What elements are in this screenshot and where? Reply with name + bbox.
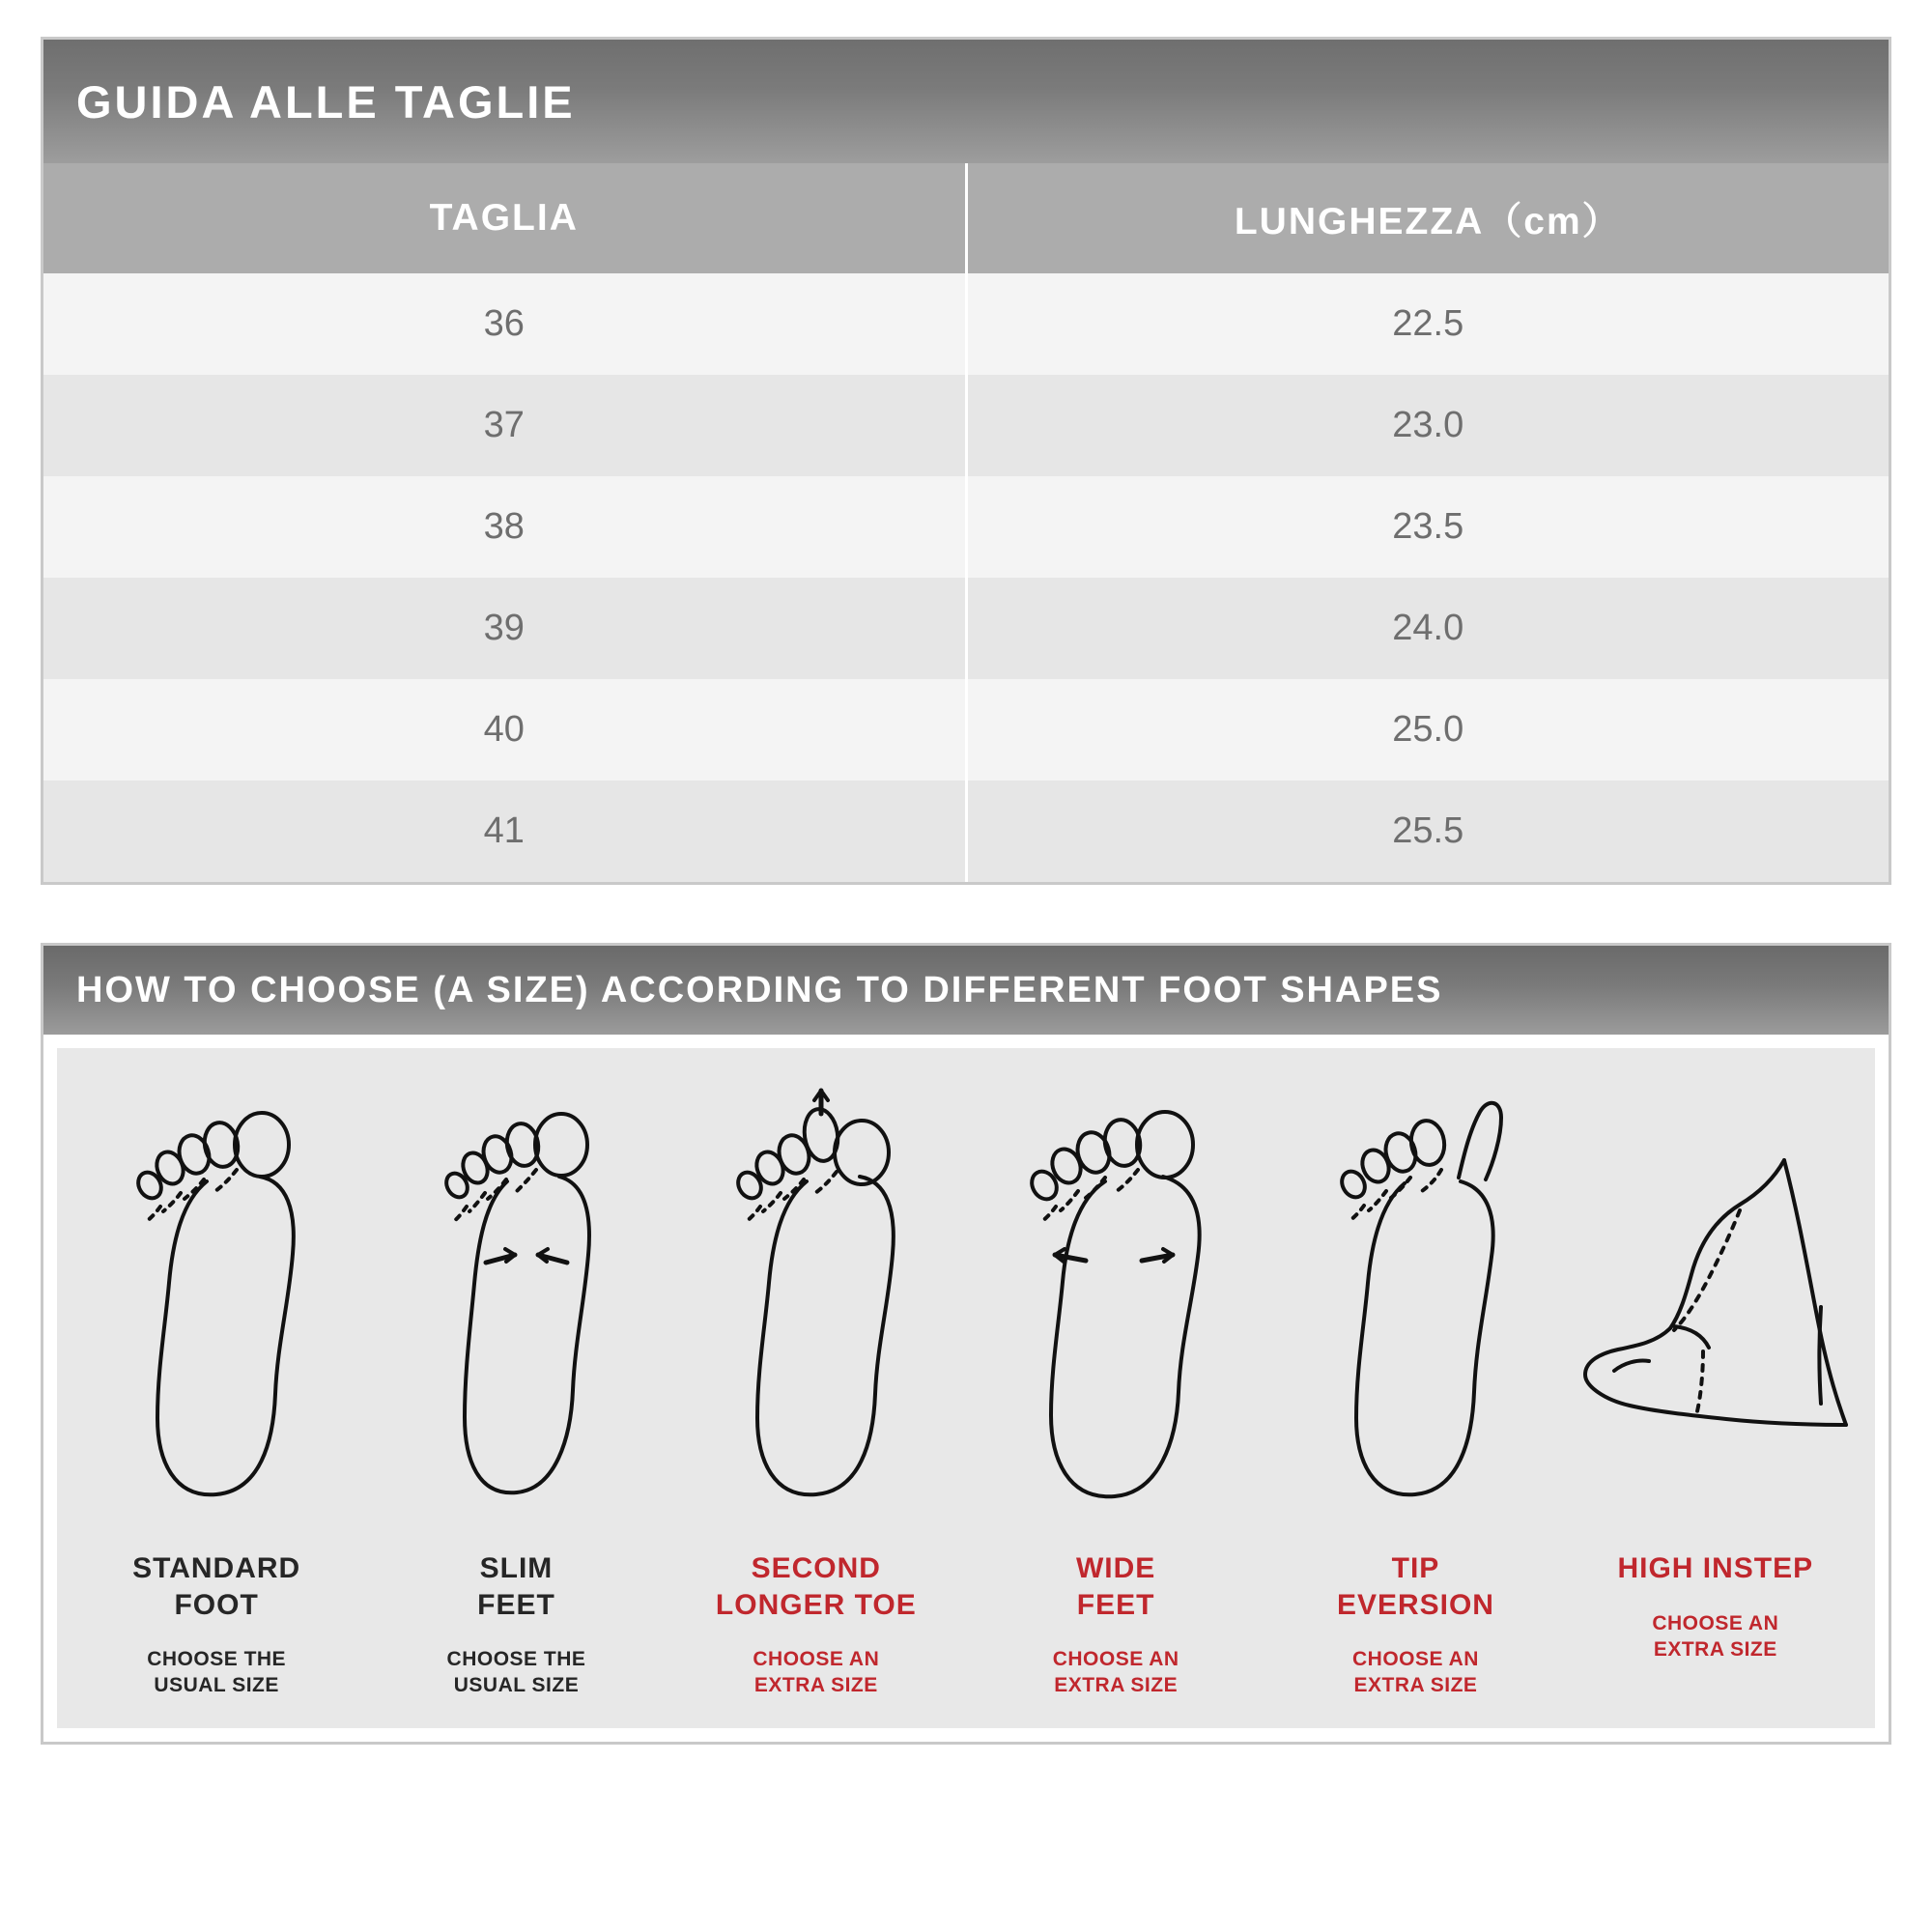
foot-shape-note bbox=[753, 1646, 879, 1699]
label-line-1: WIDE bbox=[1075, 1552, 1156, 1584]
foot-shape-high-instep bbox=[1572, 1075, 1860, 1662]
foot-shape-tip-eversion bbox=[1272, 1075, 1560, 1699]
cell-length: 22.5 bbox=[966, 273, 1889, 375]
note-line-1: CHOOSE AN bbox=[753, 1648, 880, 1670]
foot-shape-slim bbox=[373, 1075, 661, 1699]
cell-length: 25.5 bbox=[966, 781, 1889, 882]
cell-length: 25.0 bbox=[966, 679, 1889, 781]
label-line-1: TIP bbox=[1391, 1552, 1440, 1584]
label-line-1: HIGH INSTEP bbox=[1617, 1552, 1814, 1584]
cell-size: 36 bbox=[43, 273, 966, 375]
note-line-2: EXTRA SIZE bbox=[1054, 1674, 1179, 1697]
label-line-1: SECOND bbox=[751, 1552, 881, 1584]
note-line-2: USUAL SIZE bbox=[453, 1674, 580, 1697]
size-guide-header bbox=[43, 40, 1889, 163]
note-line-2: EXTRA SIZE bbox=[753, 1674, 878, 1697]
wide-feet-icon bbox=[1014, 1075, 1217, 1529]
cell-length: 23.5 bbox=[966, 476, 1889, 578]
foot-shape-label bbox=[132, 1550, 300, 1623]
cell-size: 40 bbox=[43, 679, 966, 781]
cell-length: 24.0 bbox=[966, 578, 1889, 679]
slim-feet-icon bbox=[414, 1075, 617, 1529]
page-title: GUIDA ALLE TAGLIE bbox=[76, 75, 576, 128]
foot-shape-note bbox=[1652, 1610, 1778, 1663]
column-header-size: TAGLIA bbox=[43, 163, 966, 273]
note-line-1: CHOOSE AN bbox=[1352, 1648, 1479, 1670]
table-row bbox=[43, 781, 1889, 882]
foot-shape-label bbox=[1076, 1550, 1155, 1623]
note-line-1: CHOOSE AN bbox=[1052, 1648, 1179, 1670]
note-line-2: EXTRA SIZE bbox=[1353, 1674, 1478, 1697]
table-row bbox=[43, 273, 1889, 375]
cell-size: 38 bbox=[43, 476, 966, 578]
panel-spacer bbox=[41, 885, 1891, 943]
foot-shape-label bbox=[716, 1550, 917, 1623]
cell-size: 39 bbox=[43, 578, 966, 679]
note-line-2: USUAL SIZE bbox=[154, 1674, 279, 1697]
label-line-2: EVERSION bbox=[1336, 1588, 1494, 1621]
cell-size: 41 bbox=[43, 781, 966, 882]
second-longer-toe-icon bbox=[715, 1075, 918, 1529]
foot-shape-label bbox=[1617, 1550, 1813, 1587]
high-instep-icon bbox=[1556, 1075, 1875, 1529]
table-row bbox=[43, 578, 1889, 679]
foot-shapes-body bbox=[57, 1048, 1875, 1728]
foot-shapes-title: HOW TO CHOOSE (A SIZE) ACCORDING TO DIFFERENT FOOT SHAPES bbox=[76, 969, 1443, 1010]
label-line-2: LONGER TOE bbox=[715, 1588, 917, 1621]
foot-shape-note bbox=[147, 1646, 286, 1699]
foot-shape-label bbox=[1337, 1550, 1494, 1623]
label-line-2: FEET bbox=[477, 1588, 555, 1621]
standard-foot-icon bbox=[115, 1075, 318, 1529]
note-line-2: EXTRA SIZE bbox=[1653, 1637, 1777, 1661]
label-line-2: FEET bbox=[1076, 1588, 1155, 1621]
label-line-2: FOOT bbox=[174, 1588, 259, 1621]
foot-shape-note bbox=[447, 1646, 586, 1699]
label-line-1: SLIM bbox=[479, 1552, 554, 1584]
foot-shapes-header bbox=[43, 946, 1889, 1035]
foot-shape-label bbox=[477, 1550, 555, 1623]
note-line-1: CHOOSE THE bbox=[446, 1648, 586, 1670]
foot-shape-standard bbox=[72, 1075, 360, 1699]
column-header-length: LUNGHEZZA（cm） bbox=[966, 163, 1889, 273]
table-header-row bbox=[43, 163, 1889, 273]
foot-shape-note bbox=[1053, 1646, 1179, 1699]
cell-length: 23.0 bbox=[966, 375, 1889, 476]
foot-shape-note bbox=[1352, 1646, 1479, 1699]
cell-size: 37 bbox=[43, 375, 966, 476]
size-guide-panel bbox=[41, 37, 1891, 885]
table-row bbox=[43, 476, 1889, 578]
note-line-1: CHOOSE THE bbox=[147, 1648, 287, 1670]
label-line-1: STANDARD bbox=[132, 1552, 301, 1584]
note-line-1: CHOOSE AN bbox=[1652, 1611, 1779, 1634]
foot-shapes-panel bbox=[41, 943, 1891, 1745]
foot-shape-wide bbox=[972, 1075, 1260, 1699]
foot-shape-second-longer-toe bbox=[672, 1075, 960, 1699]
table-row bbox=[43, 375, 1889, 476]
size-table bbox=[43, 163, 1889, 882]
table-row bbox=[43, 679, 1889, 781]
tip-eversion-icon bbox=[1314, 1075, 1517, 1529]
